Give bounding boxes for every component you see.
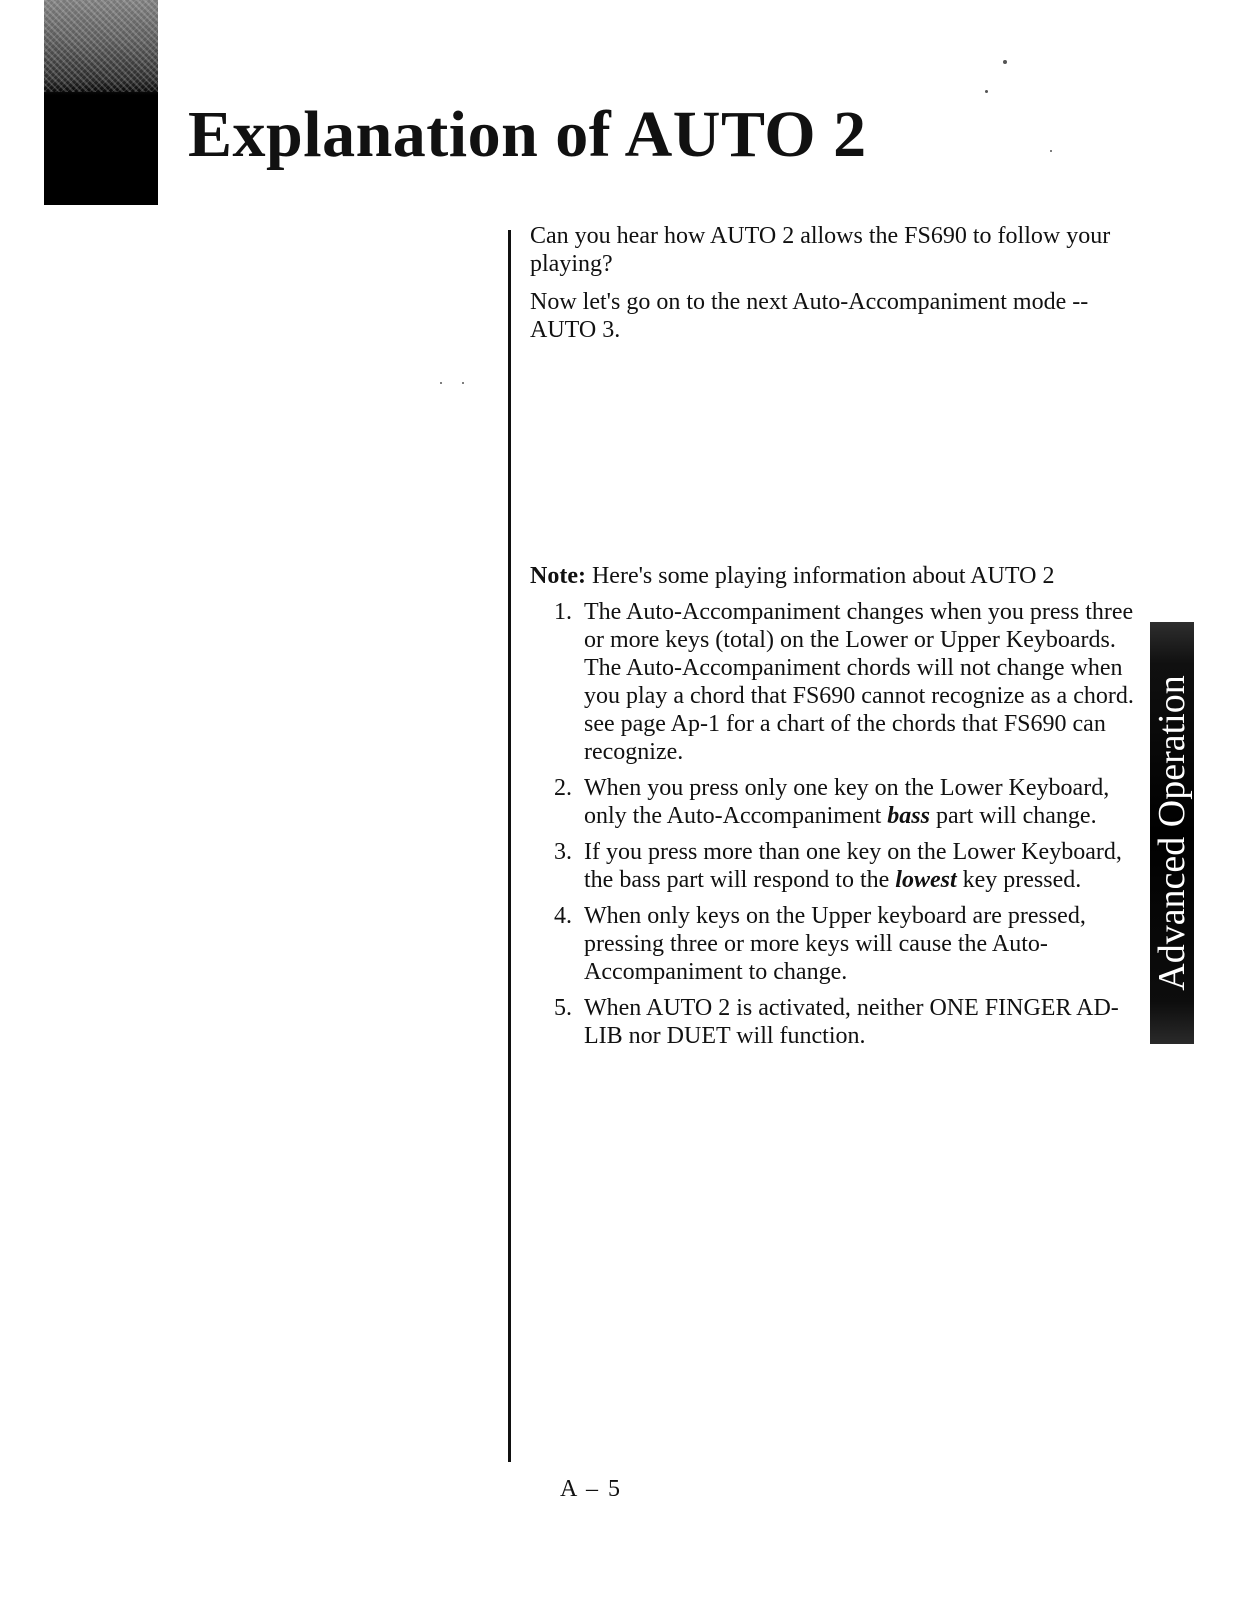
item-text-after: part will change. bbox=[929, 803, 1097, 829]
item-number: 5. bbox=[554, 995, 572, 1021]
item-text: When only keys on the Upper keyboard are pressed, pressing three or more keys will cause the Auto-Accompaniment to change. bbox=[584, 903, 1086, 985]
intro-paragraph: Can you hear how AUTO 2 allows the FS690 to follow your playing? bbox=[530, 223, 1111, 277]
item-text-after: key pressed. bbox=[956, 867, 1082, 893]
page-number: A – 5 bbox=[560, 1476, 623, 1502]
note-text: Here's some playing information about AUTO 2 bbox=[591, 563, 1055, 589]
scan-speck bbox=[1050, 150, 1052, 152]
item-text-before: If you press more than one key on the Lower Keyboard, the bass part will respond to the bbox=[584, 839, 1122, 893]
column-rule bbox=[508, 230, 511, 1462]
item-text bbox=[584, 774, 1150, 830]
item-emphasis: lowest bbox=[895, 867, 957, 893]
note-list bbox=[530, 598, 1150, 1050]
scan-speck bbox=[462, 382, 464, 384]
item-number: 2. bbox=[554, 775, 572, 801]
corner-texture bbox=[44, 0, 158, 92]
list-item bbox=[530, 994, 1150, 1050]
item-number: 3. bbox=[554, 839, 572, 865]
page-title: Explanation of AUTO 2 bbox=[188, 98, 867, 171]
item-number: 1. bbox=[554, 599, 572, 625]
scan-speck bbox=[440, 382, 442, 384]
intro-section bbox=[530, 222, 1150, 354]
side-tab-label: Advanced Operation bbox=[1151, 675, 1193, 991]
item-text: When AUTO 2 is activated, neither ONE FINGER AD-LIB nor DUET will function. bbox=[584, 995, 1119, 1049]
item-text-before: When you press only one key on the Lower Keyboard, only the Auto-Accompaniment bbox=[584, 775, 1110, 829]
corner-decoration-block bbox=[44, 0, 158, 205]
item-text: The Auto-Accompaniment changes when you press three or more keys (total) on the Lower or Upper Keyboards. The Auto-Accompaniment chords will not change when you play a chord that FS690 cannot recognize as a chord. see page Ap-1 for a chart of the chords that FS690 can recognize. bbox=[584, 599, 1134, 765]
scan-speck bbox=[985, 90, 988, 93]
list-item bbox=[530, 774, 1150, 830]
intro-paragraph: Now let's go on to the next Auto-Accompaniment mode -- AUTO 3. bbox=[530, 289, 1089, 343]
note-heading bbox=[530, 562, 1150, 590]
item-emphasis: bass bbox=[887, 803, 930, 829]
list-item bbox=[530, 902, 1150, 986]
scan-speck bbox=[1003, 60, 1007, 64]
note-section bbox=[530, 562, 1150, 1058]
item-text bbox=[584, 838, 1150, 894]
list-item bbox=[530, 838, 1150, 894]
section-side-tab bbox=[1150, 622, 1194, 1044]
item-number: 4. bbox=[554, 903, 572, 929]
note-label: Note: bbox=[530, 563, 586, 589]
list-item bbox=[530, 598, 1150, 766]
